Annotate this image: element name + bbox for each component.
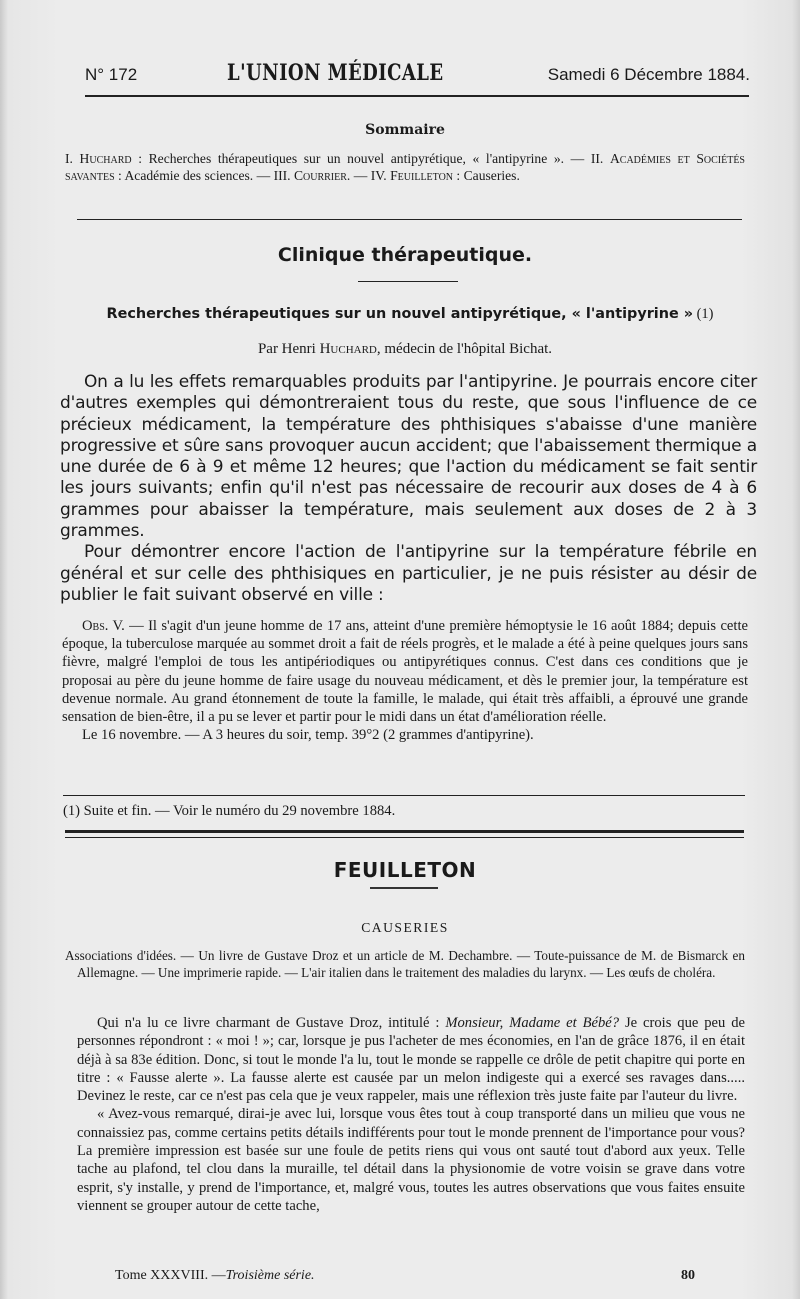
observation-label: Obs. V. <box>82 618 125 634</box>
section-title-rule <box>358 281 458 282</box>
observation-text: — Il s'agit d'un jeune homme de 17 ans, atteint d'une première hémoptysie le 16 août 1884; depuis cette époque, la tuberculose marquée au sommet droit a fait de réels progrès, et le malade a été à peine quelques jours sans fièvre, malgré l'emploi de tous les antipériodiques ou antipyrétiques connus. C'est dans ces conditions que je proposai au père du jeune homme de faire usage du nouveau médicament, et dès le premier jour, la température est devenue normale. Au grand étonnement de toute la famille, le malade, qui était très affaibli, a éprouvé une grande sensation de bien-être, il a pu se lever et partir pour le midi dans un état d'amélioration réelle. <box>62 618 748 726</box>
feuilleton-subtitle: CAUSERIES <box>361 920 449 935</box>
sommaire-rule <box>77 219 742 220</box>
observation-entry: Le 16 novembre. — A 3 heures du soir, temp. 39°2 (2 grammes d'antipyrine). <box>82 727 534 744</box>
paragraph: Pour démontrer encore l'action de l'antipyrine sur la température fébrile en général et sur celle des phthisiques en particulier, je ne puis résister au désir de publier le fait suivant observé en ville : <box>60 542 757 605</box>
feuilleton-rule-thin <box>65 837 744 838</box>
journal-title: L'UNION MÉDICALE <box>227 60 444 86</box>
header-rule <box>85 95 749 97</box>
footnote-ref: (1) <box>693 306 714 322</box>
sommaire-text: I. Huchard : Recherches thérapeutiques sur un nouvel antipyrétique, « l'antipyrine ». — II. Académies et Sociétés savantes : Académie des sciences. — III. Courrier. — IV. Feuilleton : Causeries. <box>65 151 745 183</box>
issue-number: N° 172 <box>85 65 138 84</box>
feuilleton-rule-thick <box>65 830 744 833</box>
tome-label: Tome XXXVIII. — <box>115 1268 226 1283</box>
page-number: 80 <box>681 1268 695 1283</box>
paragraph: « Avez-vous remarqué, dirai-je avec lui, lorsque vous êtes tout à coup transporté dans un milieu que vous ne connaissiez pas, comme certains petits détails indifférents pour tout le monde prennent de l'importance pour vous? La première impression est basée sur une foule de petits riens qui vous ont sauté tout d'abord aux yeux. Telle tache au plafond, tel clou dans la muraille, tel détail dans la physionomie de votre voisin se grave dans votre esprit, s'y installe, y prend de l'importance, et, malgré vous, toutes les autres observations que vous faites ensuite viennent se grouper autour de cette tache, <box>77 1106 745 1214</box>
observation <box>62 617 748 744</box>
page-footer <box>115 1268 695 1284</box>
book-title: Monsieur, Madame et Bébé? <box>445 1015 620 1031</box>
sommaire-title: Sommaire <box>365 122 445 138</box>
footnote-rule <box>63 795 745 796</box>
paragraph: Qui n'a lu ce livre charmant de Gustave Droz, intitulé : Monsieur, Madame et Bébé? Je crois que peu de personnes répondront : « moi ! »; car, lorsque je pus l'acheter de mes économies, en l'an de grâce 1876, il en était déjà à sa 83e édition. Donc, si tout le monde l'a lu, tout le monde se rappelle ce drôle de petit chapitre qui porte en titre : « Fausse alerte ». La fausse alerte est causée par un melon indigeste qui a exercé ses ravages dans..... Devinez le reste, car ce n'est pas cela que je veux rappeler, mais une réflexion très juste faite par l'auteur du livre. <box>77 1015 745 1105</box>
paragraph: On a lu les effets remarquables produits par l'antipyrine. Je pourrais encore citer d'autres exemples qui démontreraient tous du reste, que sous l'influence de ce précieux médicament, la température des phthisiques s'abaisse d'une manière progressive et sûre sans provoquer aucun accident; que l'abaissement thermique a une durée de 6 à 9 et même 12 heures; que l'action du médicament se fait sentir les jours suivants; enfin qu'il n'est pas nécessaire de recourir aux doses de 4 à 6 grammes pour abaisser la température, mais seulement aux doses de 2 à 3 grammes. <box>60 372 757 542</box>
feuilleton-title: FEUILLETON <box>333 858 477 882</box>
serie-label: Troisième série. <box>225 1268 315 1283</box>
feuilleton-title-rule <box>370 887 438 889</box>
page-header <box>85 60 750 90</box>
issue-date: Samedi 6 Décembre 1884. <box>547 65 750 84</box>
footnote: (1) Suite et fin. — Voir le numéro du 29 novembre 1884. <box>63 803 396 819</box>
article-byline: Par Henri Huchard, médecin de l'hôpital Bichat. <box>257 341 553 357</box>
article-title: Recherches thérapeutiques sur un nouvel antipyrétique, « l'antipyrine » (1) <box>106 306 714 322</box>
article-body <box>60 372 757 606</box>
feuilleton-summary: Associations d'idées. — Un livre de Gustave Droz et un article de M. Dechambre. — Toute-puissance de M. de Bismarck en Allemagne. — Une imprimerie rapide. — L'air italien dans le traitement des maladies du larynx. — Les œufs de choléra. <box>65 948 745 980</box>
section-title: Clinique thérapeutique. <box>277 244 533 266</box>
feuilleton-body <box>77 1014 745 1215</box>
